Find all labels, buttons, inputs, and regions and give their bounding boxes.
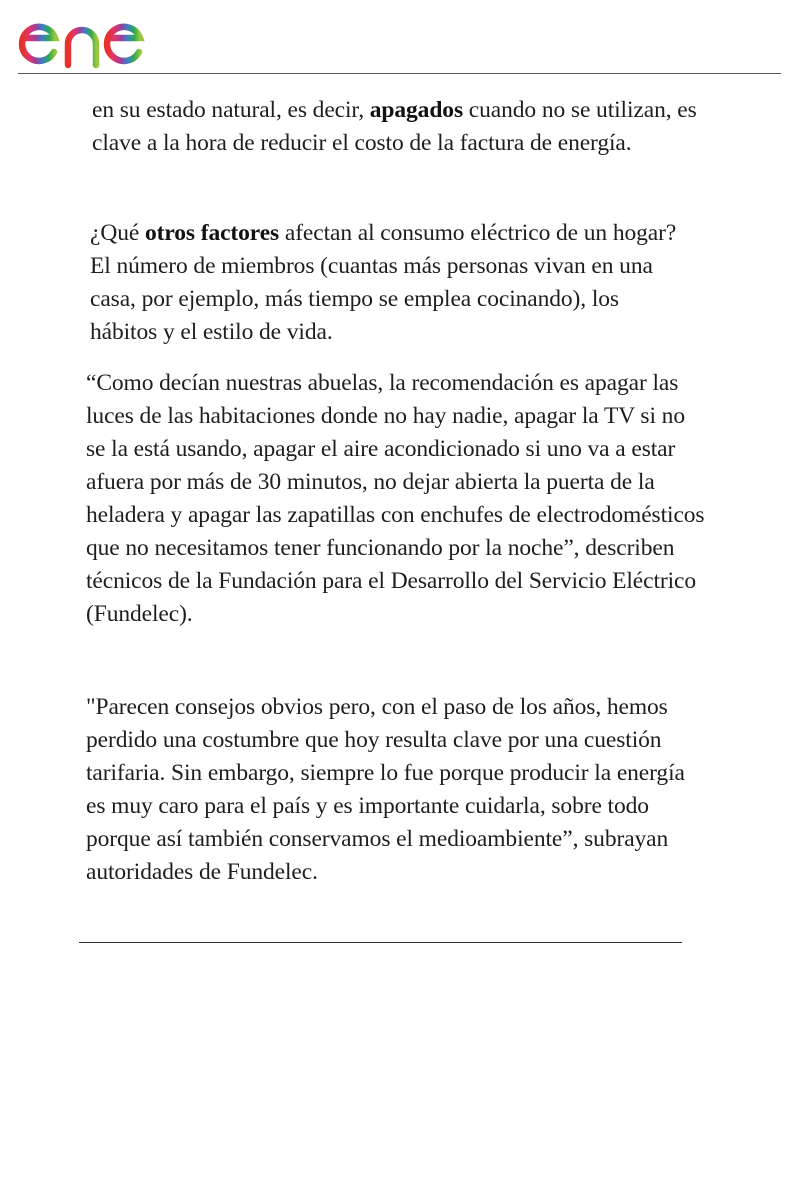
article-end-divider — [79, 942, 682, 943]
paragraph-otros-factores — [90, 217, 690, 349]
site-header — [0, 0, 800, 76]
paragraph-apagados — [92, 94, 707, 160]
paragraph-quote-consejos: "Parecen consejos obvios pero, con el paso de los años, hemos perdido una costumbre que hoy resulta clave por una cuestión tarifaria. Sin embargo, siempre lo fue porque producir la energía es muy caro para el país y es importante cuidarla, sobre todo porque así también conservamos el medioambiente”, subrayan autoridades de Fundelec. — [86, 694, 685, 885]
enel-logo[interactable] — [16, 8, 180, 70]
paragraph-1-bold: apagados — [369, 97, 464, 123]
paragraph-1-text-after: cuando no se utilizan, es clave a la hora de reducir el costo de la factura de energía. — [92, 97, 697, 156]
enel-logo-icon — [16, 8, 180, 70]
paragraph-2-bold: otros factores — [144, 220, 280, 246]
paragraph-2-text-after: afectan al consumo eléctrico de un hogar? El número de miembros (cuantas más personas vivan en una casa, por ejemplo, más tiempo se emplea cocinando), los hábitos y el estilo de vida. — [90, 220, 677, 345]
header-divider — [18, 73, 781, 74]
paragraph-quote-abuelas: “Como decían nuestras abuelas, la recomendación es apagar las luces de las habitaciones donde no hay nadie, apagar la TV si no se la está usando, apagar el aire acondicionado si uno va a estar afuera por más de 30 minutos, no dejar abierta la puerta de la heladera y apagar las zapatillas con enchufes de electrodomésticos que no necesitamos tener funcionando por la noche”, describen técnicos de la Fundación para el Desarrollo del Servicio Eléctrico (Fundelec). — [86, 370, 705, 627]
paragraph-2-text-before: ¿Qué — [90, 220, 145, 246]
paragraph-1-text-before: en su estado natural, es decir, — [92, 97, 370, 123]
